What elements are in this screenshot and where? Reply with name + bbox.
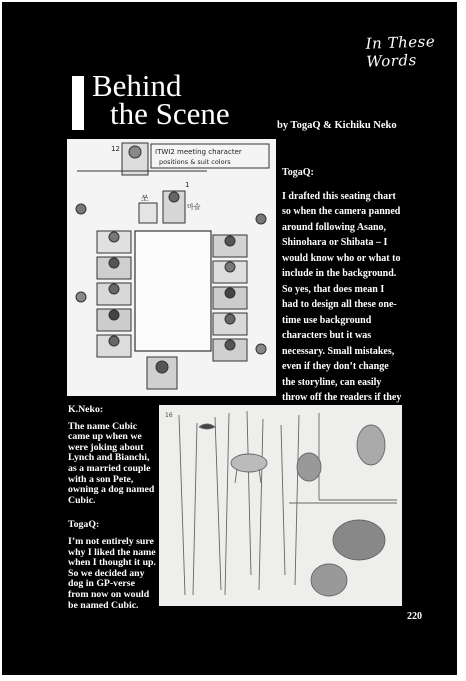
seating-chart-annotation-12: 12 [111,145,120,153]
left-speaker-2: TogaQ: [68,519,100,531]
left-speaker-1: K.Neko: [68,404,104,415]
article-title [92,68,230,131]
seating-chart-annotation-kr1: 쏘 [141,194,149,203]
right-column-text [282,165,402,421]
title-line-2: the Scene [110,96,230,131]
title-line-1: Behind [92,68,182,103]
section-title: In These Words [365,32,436,71]
seating-chart-annotation-1: 1 [185,181,190,189]
storyboard-annotation: 16 [165,412,173,419]
page-number: 220 [407,611,422,622]
right-speaker: TogaQ: [282,167,314,178]
seating-chart-caption-line-2: positions & suit colors [159,158,231,166]
byline: by TogaQ & Kichiku Neko [277,120,397,131]
seating-chart-sketch [67,139,276,396]
left-column-text [68,405,156,611]
title-accent-bar [72,76,84,130]
seating-chart-caption-line-1: ITWI2 meeting character [155,148,242,156]
storyboard-sketch [159,405,402,606]
left-paragraph-1: The name Cubic came up when we were joking about Lynch and Bianchi, as a married couple with a son Pete, owning a dog named Cubic. [68,420,155,506]
left-paragraph-2: I’m not entirely sure why I liked the name when I thought it up. So we decided any dog in GP-verse from now on would be named Cubic. [68,535,156,611]
seating-chart-annotation-kr2: 마슬 [187,203,201,211]
right-paragraph: I drafted this seating chart so when the camera panned around following Asano, Shinohara or Shibata – I would know who or what to include in the background. So yes, that does mean I had to design all these one-time use background characters but it was necessary. Small mistakes, even if they don’t change the storyline, can easily throw off the readers if they [282,190,402,403]
